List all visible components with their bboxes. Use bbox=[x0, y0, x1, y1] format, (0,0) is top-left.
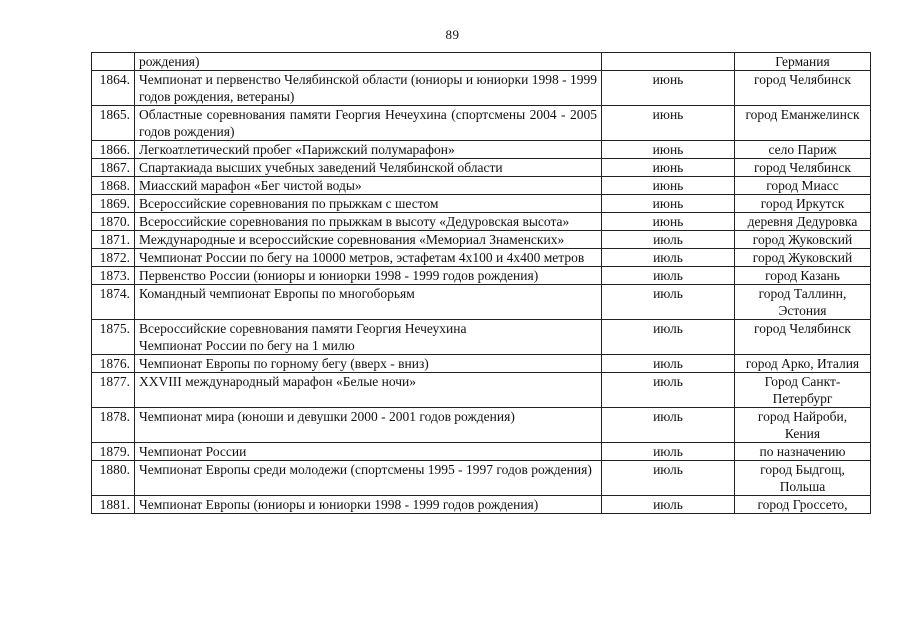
event-title: Первенство России (юниоры и юниорки 1998 - 1999 годов рождения) bbox=[135, 267, 602, 285]
event-place: деревня Дедуровка bbox=[735, 213, 871, 231]
event-place: город Найроби, Кения bbox=[735, 408, 871, 443]
event-title: Чемпионат Европы по горному бегу (вверх - вниз) bbox=[135, 355, 602, 373]
event-place: Город Санкт-Петербург bbox=[735, 373, 871, 408]
event-title-second-line: Чемпионат России по бегу на 1 милю bbox=[139, 338, 355, 353]
event-place: по назначению bbox=[735, 443, 871, 461]
row-number: 1866. bbox=[92, 141, 135, 159]
table-row bbox=[92, 195, 871, 213]
row-number: 1869. bbox=[92, 195, 135, 213]
event-title: Миасский марафон «Бег чистой воды» bbox=[135, 177, 602, 195]
row-number: 1864. bbox=[92, 71, 135, 106]
row-number bbox=[92, 53, 135, 71]
row-number: 1876. bbox=[92, 355, 135, 373]
event-month: июль bbox=[602, 267, 735, 285]
row-number: 1871. bbox=[92, 231, 135, 249]
table-row bbox=[92, 141, 871, 159]
table-row bbox=[92, 443, 871, 461]
table-row bbox=[92, 177, 871, 195]
row-number: 1877. bbox=[92, 373, 135, 408]
event-title: Чемпионат Европы среди молодежи (спортсмены 1995 - 1997 годов рождения) bbox=[135, 461, 602, 496]
event-place: Германия bbox=[735, 53, 871, 71]
event-title-multiline bbox=[135, 320, 602, 355]
event-place: город Челябинск bbox=[735, 159, 871, 177]
row-number: 1879. bbox=[92, 443, 135, 461]
event-title: Международные и всероссийские соревнования «Мемориал Знаменских» bbox=[135, 231, 602, 249]
event-month bbox=[602, 53, 735, 71]
event-month: июнь bbox=[602, 195, 735, 213]
events-table-body bbox=[92, 53, 871, 514]
event-title: рождения) bbox=[135, 53, 602, 71]
event-month: июль bbox=[602, 373, 735, 408]
event-month: июнь bbox=[602, 177, 735, 195]
table-row bbox=[92, 159, 871, 177]
row-number: 1878. bbox=[92, 408, 135, 443]
row-number: 1873. bbox=[92, 267, 135, 285]
event-title: Чемпионат России по бегу на 10000 метров, эстафетам 4х100 и 4х400 метров bbox=[135, 249, 602, 267]
table-row bbox=[92, 373, 871, 408]
event-place: город Гроссето, bbox=[735, 496, 871, 514]
event-title: Всероссийские соревнования памяти Георгия Нечеухина bbox=[139, 321, 467, 336]
table-row bbox=[92, 249, 871, 267]
event-title: Спартакиада высших учебных заведений Челябинской области bbox=[135, 159, 602, 177]
event-place: город Иркутск bbox=[735, 195, 871, 213]
event-month: июль bbox=[602, 320, 735, 355]
event-title: Командный чемпионат Европы по многоборьям bbox=[135, 285, 602, 320]
event-place: город Жуковский bbox=[735, 249, 871, 267]
event-title: Областные соревнования памяти Георгия Нечеухина (спортсмены 2004 - 2005 годов рождения) bbox=[135, 106, 602, 141]
row-number: 1874. bbox=[92, 285, 135, 320]
event-month: июнь bbox=[602, 213, 735, 231]
table-row bbox=[92, 53, 871, 71]
event-title: Всероссийские соревнования по прыжкам с шестом bbox=[135, 195, 602, 213]
event-month: июль bbox=[602, 231, 735, 249]
event-place: город Казань bbox=[735, 267, 871, 285]
table-row bbox=[92, 355, 871, 373]
table-row bbox=[92, 496, 871, 514]
table-row bbox=[92, 267, 871, 285]
event-month: июнь bbox=[602, 71, 735, 106]
row-number: 1875. bbox=[92, 320, 135, 355]
event-month: июнь bbox=[602, 159, 735, 177]
event-month: июль bbox=[602, 408, 735, 443]
table-row bbox=[92, 213, 871, 231]
event-place: город Челябинск bbox=[735, 320, 871, 355]
event-place: город Челябинск bbox=[735, 71, 871, 106]
event-place: город Таллинн, Эстония bbox=[735, 285, 871, 320]
event-title: XXVIII международный марафон «Белые ночи» bbox=[135, 373, 602, 408]
events-table bbox=[91, 52, 871, 514]
event-month: июнь bbox=[602, 106, 735, 141]
row-number: 1880. bbox=[92, 461, 135, 496]
event-place: город Еманжелинск bbox=[735, 106, 871, 141]
row-number: 1872. bbox=[92, 249, 135, 267]
table-row bbox=[92, 285, 871, 320]
table-row bbox=[92, 408, 871, 443]
event-month: июль bbox=[602, 249, 735, 267]
event-place: город Миасс bbox=[735, 177, 871, 195]
table-row bbox=[92, 106, 871, 141]
event-place: город Быдгощ, Польша bbox=[735, 461, 871, 496]
row-number: 1865. bbox=[92, 106, 135, 141]
event-month: июль bbox=[602, 443, 735, 461]
event-place: город Жуковский bbox=[735, 231, 871, 249]
row-number: 1868. bbox=[92, 177, 135, 195]
event-title: Чемпионат мира (юноши и девушки 2000 - 2001 годов рождения) bbox=[135, 408, 602, 443]
event-title: Легкоатлетический пробег «Парижский полумарафон» bbox=[135, 141, 602, 159]
event-title: Чемпионат Европы (юниоры и юниорки 1998 - 1999 годов рождения) bbox=[135, 496, 602, 514]
event-month: июнь bbox=[602, 141, 735, 159]
event-month: июль bbox=[602, 461, 735, 496]
row-number: 1867. bbox=[92, 159, 135, 177]
page-number: 89 bbox=[445, 27, 460, 42]
event-month: июль bbox=[602, 496, 735, 514]
table-row bbox=[92, 461, 871, 496]
table-row bbox=[92, 71, 871, 106]
table-row bbox=[92, 320, 871, 355]
event-title: Чемпионат и первенство Челябинской области (юниоры и юниорки 1998 - 1999 годов рождения, ветераны) bbox=[135, 71, 602, 106]
table-row bbox=[92, 231, 871, 249]
event-month: июль bbox=[602, 285, 735, 320]
event-month: июль bbox=[602, 355, 735, 373]
event-title: Всероссийские соревнования по прыжкам в высоту «Дедуровская высота» bbox=[135, 213, 602, 231]
event-title: Чемпионат России bbox=[135, 443, 602, 461]
event-place: город Арко, Италия bbox=[735, 355, 871, 373]
row-number: 1870. bbox=[92, 213, 135, 231]
row-number: 1881. bbox=[92, 496, 135, 514]
event-place: село Париж bbox=[735, 141, 871, 159]
